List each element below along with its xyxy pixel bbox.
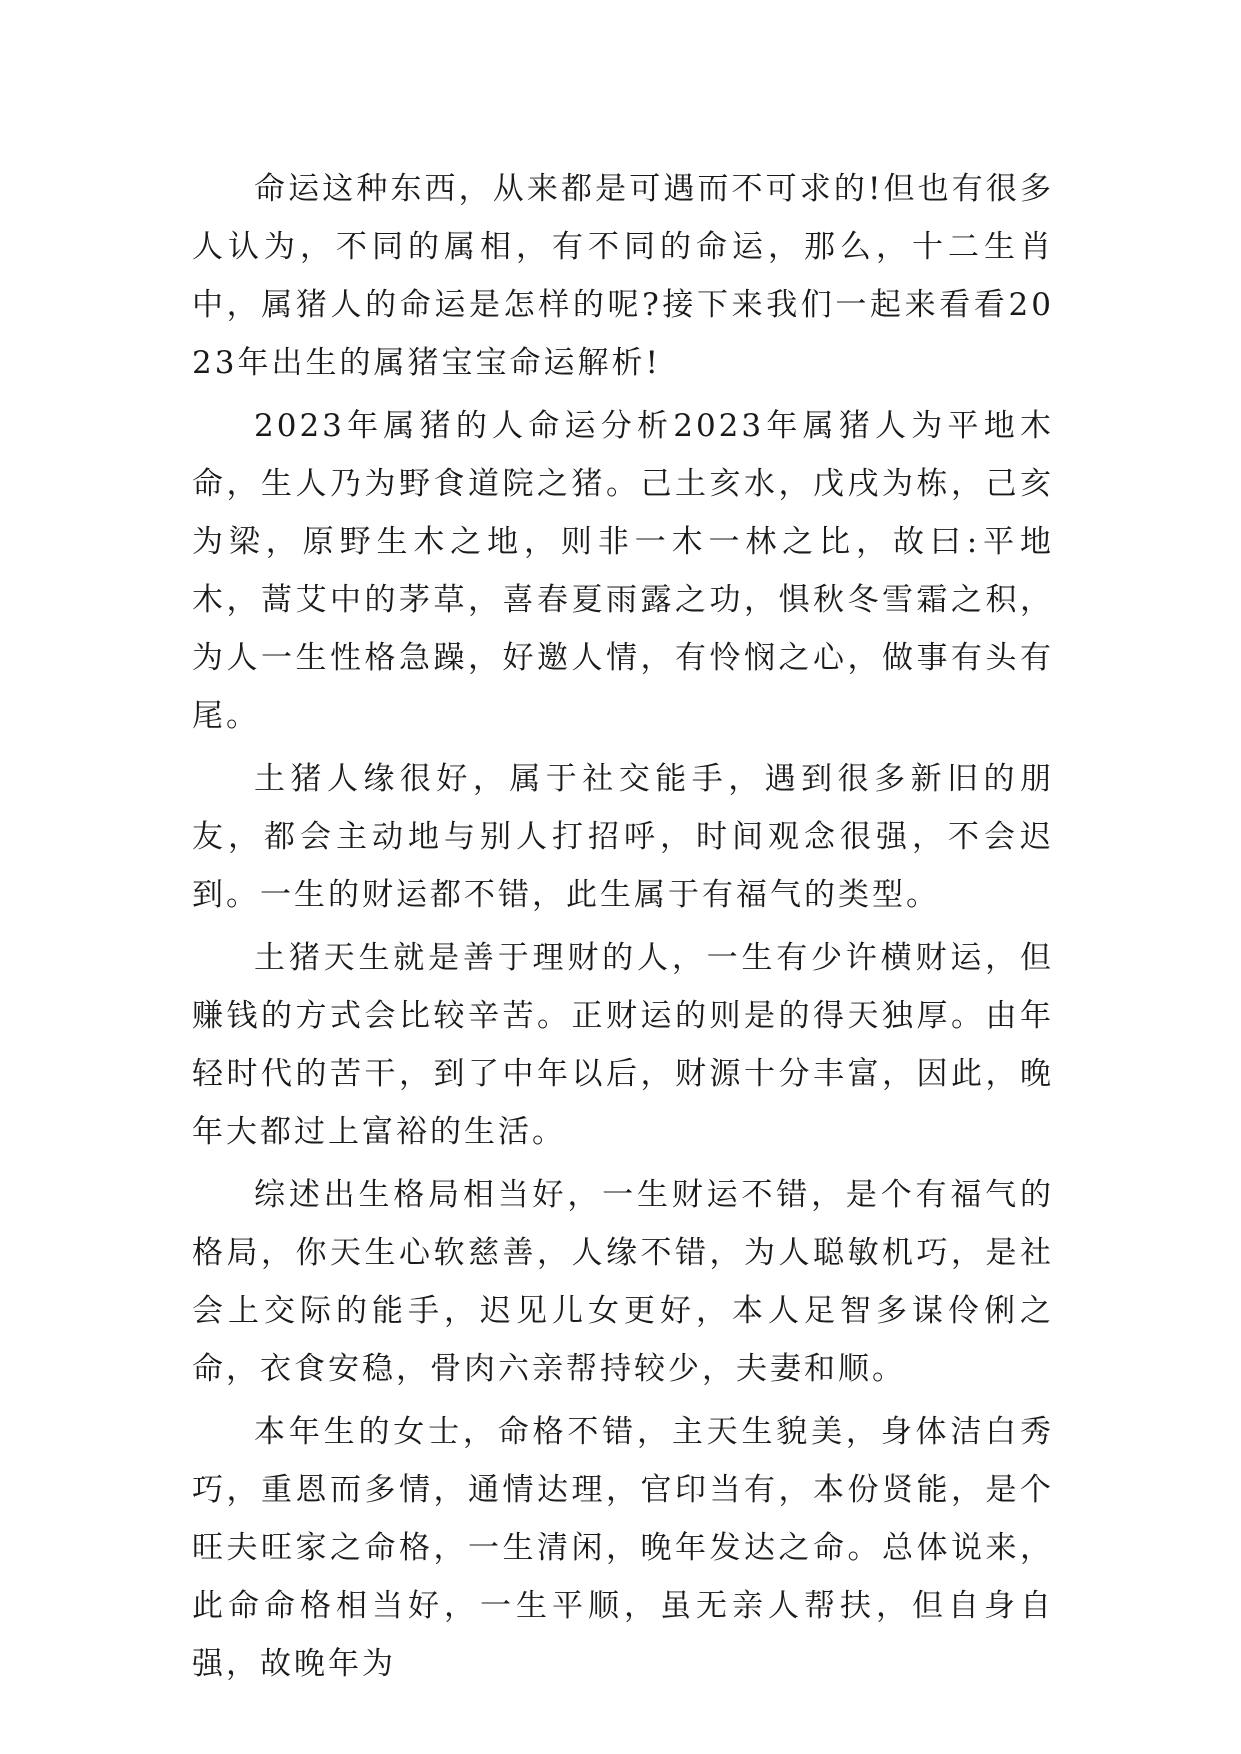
- paragraph-female: 本年生的女士，命格不错，主天生貌美，身体洁白秀巧，重恩而多情，通情达理，官印当有，本份贤能，是个旺夫旺家之命格，一生清闲，晚年发达之命。总体说来，此命命格相当好，一生平顺，虽无亲人帮扶，但自身自强，故晚年为: [192, 1414, 1054, 1682]
- document-body: [192, 160, 1054, 1698]
- paragraph-social: 土猪人缘很好，属于社交能手，遇到很多新旧的朋友，都会主动地与别人打招呼，时间观念很强，不会迟到。一生的财运都不错，此生属于有福气的类型。: [192, 761, 1054, 913]
- paragraph-summary: 综述出生格局相当好，一生财运不错，是个有福气的格局，你天生心软慈善，人缘不错，为人聪敏机巧，是社会上交际的能手，迟见儿女更好，本人足智多谋伶俐之命，衣食安稳，骨肉六亲帮持较少，夫妻和顺。: [192, 1177, 1054, 1387]
- paragraph-wealth: 土猪天生就是善于理财的人，一生有少许横财运，但赚钱的方式会比较辛苦。正财运的则是的得天独厚。由年轻时代的苦干，到了中年以后，财源十分丰富，因此，晚年大都过上富裕的生活。: [192, 940, 1054, 1150]
- paragraph-fate-analysis: 2023年属猪的人命运分析2023年属猪人为平地木命，生人乃为野食道院之猪。己土亥水，戊戌为栋，己亥为梁，原野生木之地，则非一木一林之比，故曰:平地木，蒿艾中的茅草，喜春夏雨露之功，惧秋冬雪霜之积，为人一生性格急躁，好邀人情，有怜悯之心，做事有头有尾。: [192, 408, 1054, 734]
- paragraph-intro: 命运这种东西，从来都是可遇而不可求的!但也有很多人认为，不同的属相，有不同的命运，那么，十二生肖中，属猪人的命运是怎样的呢?接下来我们一起来看看2023年出生的属猪宝宝命运解析!: [192, 171, 1054, 381]
